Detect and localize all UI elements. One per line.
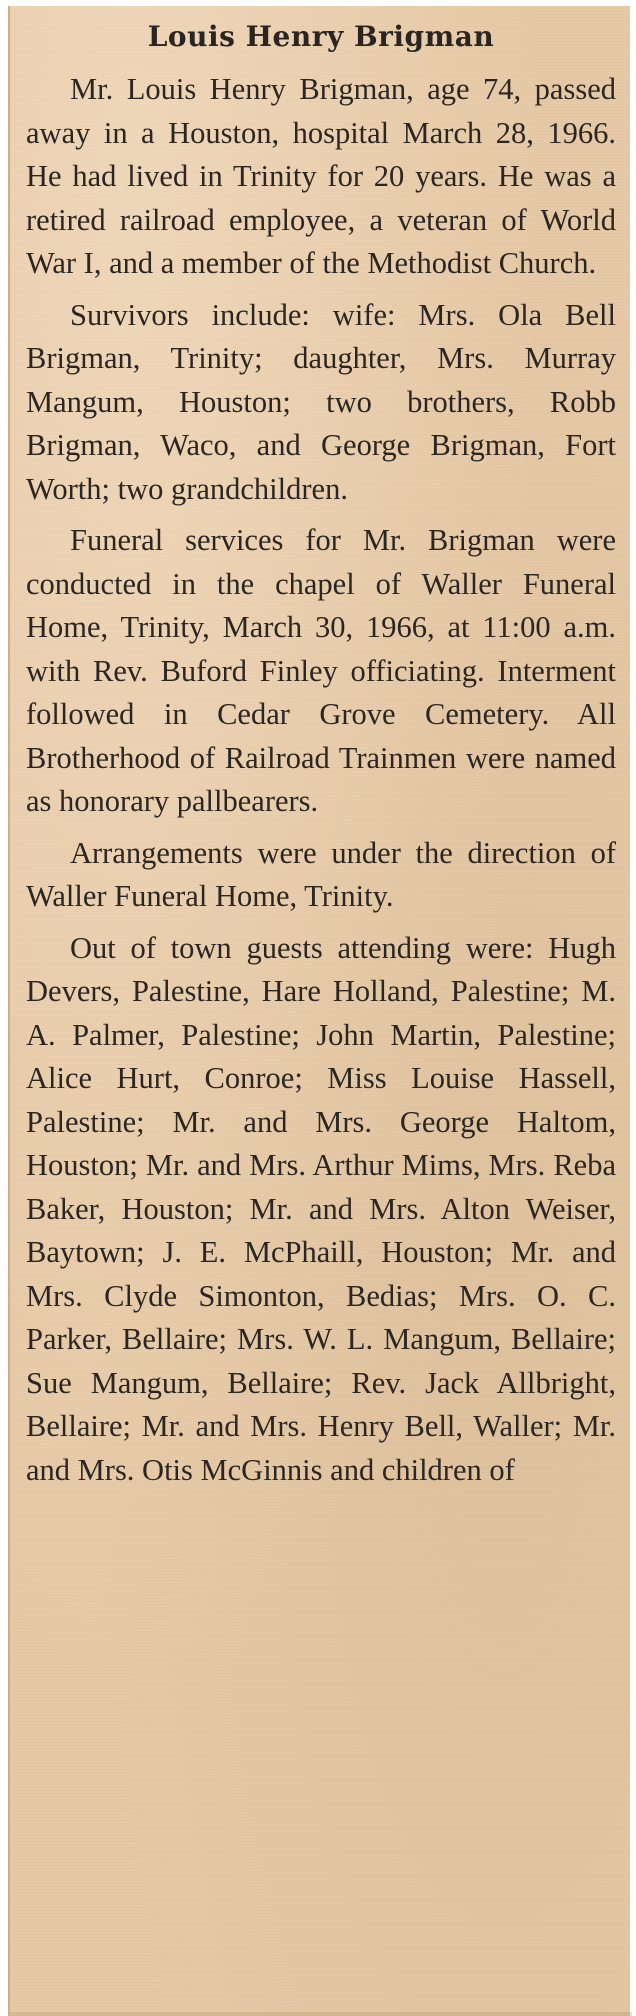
paragraph-funeral-services: Funeral services for Mr. Brigman were conducted in the chapel of Waller Funeral Home, Trinity, March 30, 1966, at 11:00 a.m. with Rev. Buford Finley officiating. Interment followed in Cedar Grove Cemetery. All Brotherhood of Railroad Trainmen were named as honorary pallbearers. [26,523,616,818]
paragraph-death-notice: Mr. Louis Henry Brigman, age 74, passed away in a Houston, hospital March 28, 1966. He had lived in Trinity for 20 years. He was a retired railroad employee, a veteran of World War I, and a member of the Methodist Church. [26,72,616,280]
paragraph-arrangements: Arrangements were under the direction of Waller Funeral Home, Trinity. [26,835,616,913]
article-body [26,68,616,1492]
article-headline: Louis Henry Brigman [147,20,495,53]
clipping-edge [10,2012,632,2016]
paragraph-survivors: Survivors include: wife: Mrs. Ola Bell Brigman, Trinity; daughter, Mrs. Murray Mangum, Houston; two brothers, Robb Brigman, Waco, and George Brigman, Fort Worth; two grandchildren. [26,297,616,506]
paragraph-guests: Out of town guests attending were: Hugh Devers, Palestine, Hare Holland, Palestine; M. A. Palmer, Palestine; John Martin, Palestine; Alice Hurt, Conroe; Miss Louise Hassell, Palestine; Mr. and Mrs. George Haltom, Houston; Mr. and Mrs. Arthur Mims, Mrs. Reba Baker, Houston; Mr. and Mrs. Alton Weiser, Baytown; J. E. McPhaill, Houston; Mr. and Mrs. Clyde Simonton, Bedias; Mrs. O. C. Parker, Bellaire; Mrs. W. L. Mangum, Bellaire; Sue Mangum, Bellaire; Rev. Jack Allbright, Bellaire; Mr. and Mrs. Henry Bell, Waller; Mr. and Mrs. Otis McGinnis and children of [26,930,616,1487]
newspaper-clipping [8,6,630,2016]
